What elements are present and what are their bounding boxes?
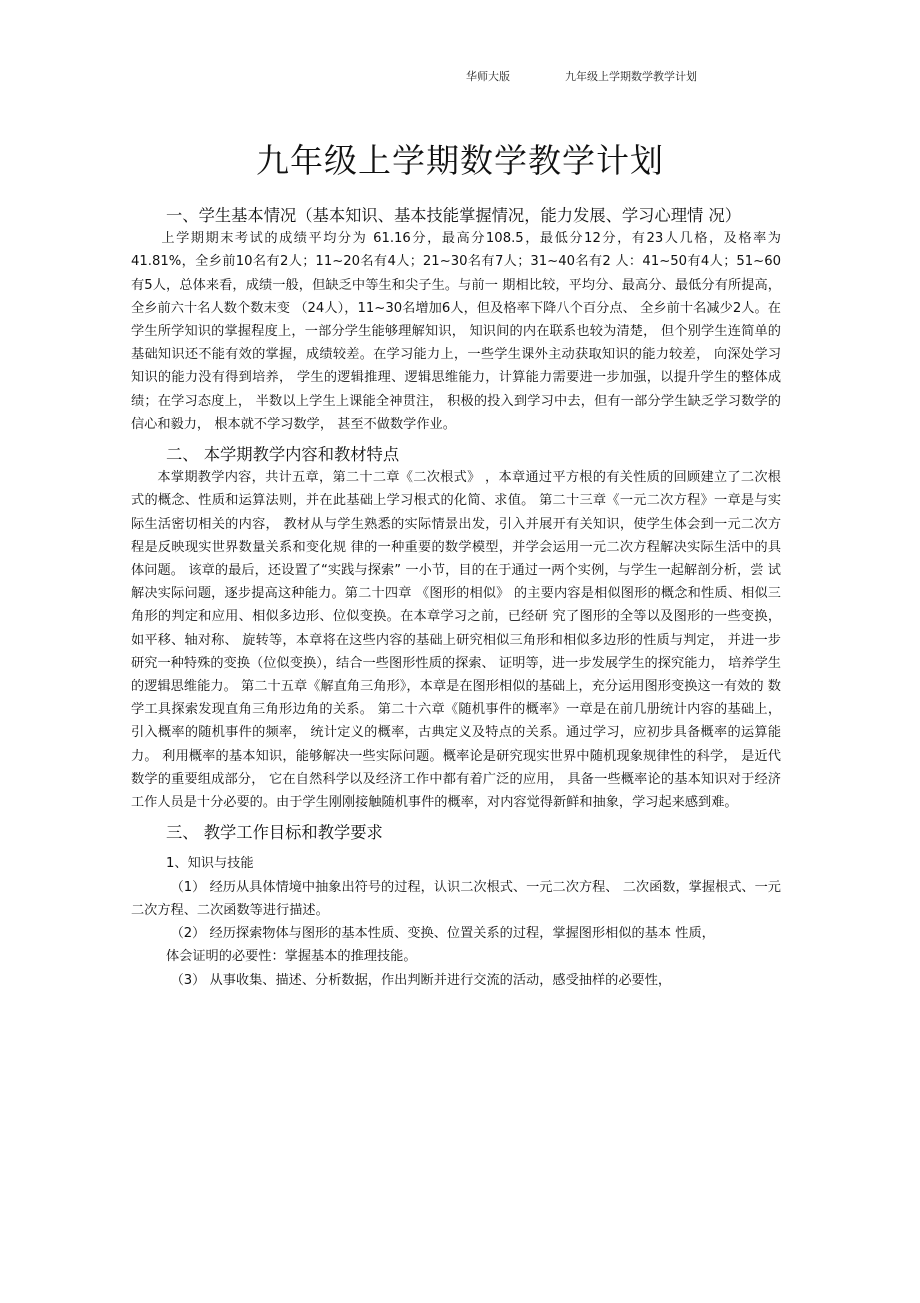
list-item-2: （2） 经历探索物体与图形的基本性质、变换、位置关系的过程，掌握图形相似的基本 性质，: [170, 926, 715, 942]
list-item-1: （1） 经历从具体情境中抽象出符号的过程，认识二次根式、一元二次方程、 二次函数，掌握根式、一元二次方程、二次函数等进行描述。: [131, 879, 781, 918]
section-1-paragraph: 上学期期末考试的成绩平均分为 61.16分，最高分108.5，最低分12分，有23人几格，及格率为41.81%，全乡前10名有2人；11~20名有4人；21~30名有7人；31~40名有2 人：41~50有4人；51~60有5人，总体来看，成绩一般，但缺乏中等生和尖子生。与前一 期相比较，平均分、最高分、最低分有所提高，全乡前六十名人数个数末变 （24人），11~30名增加6人，但及格率下降八个百分点、 全乡前十名减少2人。在学生所学知识的掌握程度上，一部分学生能够理解知识， 知识间的内在联系也较为清楚， 但个别学生连简单的基础知识还不能有效的掌握，成绩较差。在学习能力上，一些学生课外主动获取知识的能力较差， 向深处学习知识的能力没有得到培养， 学生的逻辑推理、逻辑思维能力，计算能力需要进一步加强，以提升学生的整体成绩；在学习态度上， 半数以上学生上课能全神贯注， 积极的投入到学习中去，但有一部分学生缺乏学习数学的信心和毅力， 根本就不学习数学， 甚至不做数学作业。: [131, 231, 782, 432]
section-2-paragraph: 本掌期教学内容，共计五章，第二十二章《二次根式》 ，本章通过平方根的有关性质的回顾建立了二次根式的概念、性质和运算法则，并在此基础上学习根式的化简、求值。 第二十三章《一元二次方程》一章是与实际生活密切相关的内容， 教材从与学生熟悉的实际情景出发，引入并展开有关知识，使学生体会到一元二次方程是反映现实世界数量关系和变化规 律的一种重要的数学模型，并学会运用一元二次方程解决实际生活中的具体问题。 该章的最后，还设置了“实践与探索” 一小节，目的在于通过一两个实例，与学生一起解剖分析，尝 试解决实际问题，逐步提高这种能力。第二十四章 《图形的相似》 的主要内容是相似图形的概念和性质、相似三角形的判定和应用、相似多边形、位似变换。在本章学习之前，已经研 究了图形的全等以及图形的一些变换，如平移、轴对称、 旋转等，本章将在这些内容的基础上研究相似三角形和相似多边形的性质与判定， 并进一步研究一种特殊的变换（位似变换），结合一些图形性质的探索、 证明等，进一步发展学生的探究能力， 培养学生的逻辑思维能力。 第二十五章《解直角三角形》，本章是在图形相似的基础上，充分运用图形变换这一有效的 数学工具探索发现直角三角形边角的关系。 第二十六章《随机事件的概率》一章是在前几册统计内容的基础上，引入概率的随机事件的频率， 统计定义的概率，古典定义及特点的关系。通过学习，应初步具备概率的运算能力。 利用概率的基本知识，能够解决一些实际问题。概率论是研究现实世界中随机现象规律性的科学， 是近代数学的重要组成部分， 它在自然科学以及经济工作中都有着广泛的应用， 具备一些概率论的基本知识对于经济工作人员是十分必要的。由于学生刚刚接触随机事件的概率，对内容觉得新鲜和抽象，学习起来感到难。: [131, 470, 782, 811]
header-doc-title: 九年级上学期数学教学计划: [565, 70, 697, 83]
document-body: [131, 204, 781, 992]
section-2-heading: 二、 本学期教学内容和教材特点: [166, 445, 400, 465]
list-item-3: （3） 从事收集、描述、分析数据，作出判断并进行交流的活动，感受抽样的必要性，: [170, 972, 672, 988]
section-3-heading: 三、 教学工作目标和教学要求: [166, 823, 383, 843]
section-1-heading: 一、学生基本情况（基本知识、基本技能掌握情况，能力发展、学习心理情 况）: [166, 206, 742, 225]
subsection-knowledge-skills: 1、知识与技能: [166, 856, 254, 872]
header-publisher: 华师大版: [466, 70, 510, 83]
document-title: 九年级上学期数学教学计划: [256, 141, 664, 180]
list-item-2-continued: 体会证明的必要性：掌握基本的推理技能。: [166, 949, 417, 965]
